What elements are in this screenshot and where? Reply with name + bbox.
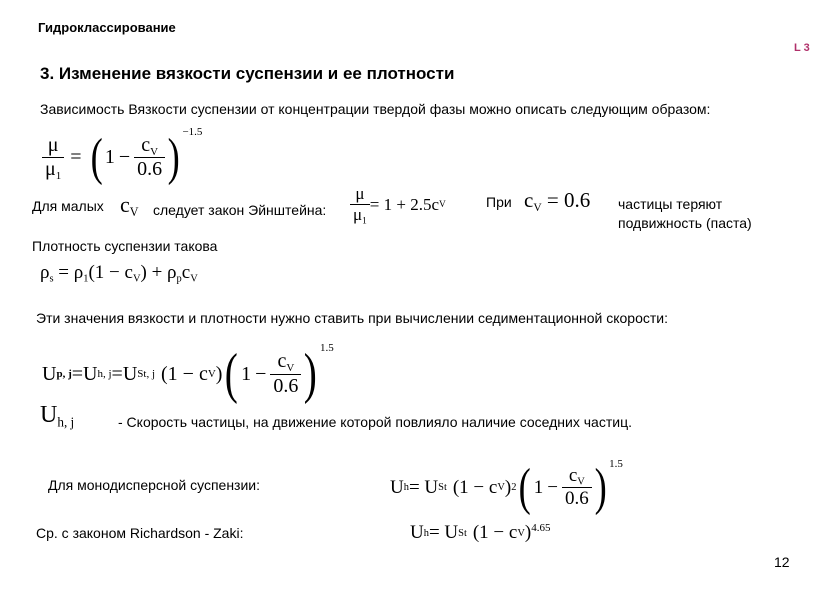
viscosity-equation: $\frac{\mu}{\mu_1}$ = ( 1 − $\frac{c_V}{0.6}$ ) −1.5 — [42, 128, 202, 187]
section-title: Гидроклассирование — [38, 20, 176, 35]
monodisperse-label: Для монодисперсной суспензии: — [48, 477, 261, 493]
einstein-prefix: Для малых — [32, 198, 104, 214]
sedimentation-note: Эти значения вязкости и плотности нужно ставить при вычислении седиментационной скорости: — [36, 310, 668, 326]
pri-label: При — [486, 194, 512, 210]
page-number: 12 — [774, 554, 790, 570]
density-formula: $\rho_s = \rho_1(1 - c_V) + \rho_pc_V$ — [40, 262, 198, 285]
einstein-formula: $\frac{\mu}{\mu_1}$ = 1 + 2.5c V — [350, 184, 446, 226]
monodisperse-formula: U h = U St (1 − c V ) 2 ( 1 − $\frac{c_V}{0.6}$ ) 1.5 — [390, 458, 623, 516]
slide-label: L 3 — [794, 42, 810, 54]
paste-note-line2: подвижность (паста) — [618, 215, 752, 231]
density-label: Плотность суспензии такова — [32, 238, 218, 254]
paste-note-line1: частицы теряют — [618, 196, 723, 212]
richardson-formula: U h = U St (1 − c V ) 4.65 — [410, 522, 551, 543]
einstein-cv: $c_V$ — [120, 192, 139, 220]
intro-text: Зависимость Вязкости суспензии от концентрации твердой фазы можно описать следующим образом: — [40, 101, 711, 117]
page-title: 3. Изменение вязкости суспензии и ее плотности — [40, 64, 455, 83]
velocity-equation: U p, j = U h, j = U St, j (1 − c V ) ( 1 − $\frac{c_V}{0.6}$ ) 1.5 — [42, 342, 334, 405]
paste-condition: $c_V = 0.6$ — [524, 188, 591, 215]
einstein-suffix: следует закон Эйнштейна: — [153, 202, 327, 218]
uhj-description: - Скорость частицы, на движение которой повлияло наличие соседних частиц. — [118, 414, 632, 430]
richardson-label: Ср. с законом Richardson - Zaki: — [36, 525, 244, 541]
uhj-symbol: $U_{h, j}$ — [40, 402, 75, 430]
